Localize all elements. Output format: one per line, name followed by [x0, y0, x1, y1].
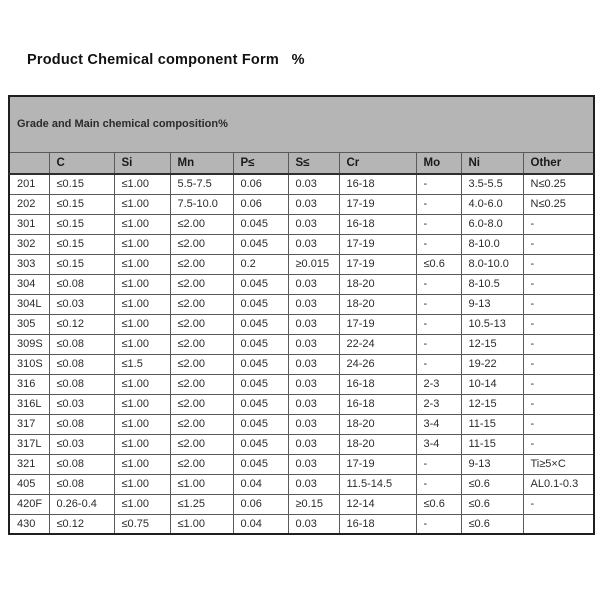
column-header: Cr: [339, 152, 416, 174]
value-cell: 12-15: [461, 334, 523, 354]
value-cell: 0.045: [233, 234, 288, 254]
table-row: [9, 354, 594, 374]
value-cell: ≤2.00: [170, 314, 233, 334]
value-cell: -: [416, 274, 461, 294]
value-cell: ≤1.00: [114, 254, 170, 274]
value-cell: N≤0.25: [523, 174, 594, 194]
value-cell: 0.045: [233, 354, 288, 374]
grade-cell: 201: [9, 174, 49, 194]
value-cell: ≤0.15: [49, 254, 114, 274]
value-cell: ≤0.08: [49, 374, 114, 394]
grade-cell: 310S: [9, 354, 49, 374]
table-row: [9, 234, 594, 254]
value-cell: 0.045: [233, 434, 288, 454]
column-header: C: [49, 152, 114, 174]
value-cell: 0.04: [233, 474, 288, 494]
value-cell: -: [416, 334, 461, 354]
value-cell: [523, 514, 594, 534]
value-cell: ≤0.08: [49, 474, 114, 494]
value-cell: -: [416, 174, 461, 194]
value-cell: 3.5-5.5: [461, 174, 523, 194]
table-row: [9, 194, 594, 214]
value-cell: ≤1.00: [114, 454, 170, 474]
value-cell: 0.045: [233, 334, 288, 354]
value-cell: 18-20: [339, 434, 416, 454]
value-cell: -: [416, 234, 461, 254]
value-cell: 0.03: [288, 314, 339, 334]
grade-cell: 309S: [9, 334, 49, 354]
grade-cell: 301: [9, 214, 49, 234]
value-cell: 3-4: [416, 414, 461, 434]
value-cell: ≤2.00: [170, 354, 233, 374]
value-cell: 0.045: [233, 414, 288, 434]
value-cell: 11-15: [461, 434, 523, 454]
value-cell: 0.03: [288, 414, 339, 434]
table-row: [9, 174, 594, 194]
value-cell: 0.03: [288, 274, 339, 294]
grade-cell: 420F: [9, 494, 49, 514]
value-cell: 11-15: [461, 414, 523, 434]
value-cell: ≤0.08: [49, 414, 114, 434]
column-header: S≤: [288, 152, 339, 174]
value-cell: 17-19: [339, 454, 416, 474]
value-cell: ≤0.15: [49, 194, 114, 214]
value-cell: 18-20: [339, 414, 416, 434]
value-cell: ≤0.03: [49, 394, 114, 414]
value-cell: 0.06: [233, 494, 288, 514]
table-row: [9, 334, 594, 354]
value-cell: 3-4: [416, 434, 461, 454]
value-cell: -: [523, 214, 594, 234]
value-cell: 17-19: [339, 234, 416, 254]
table-row: [9, 474, 594, 494]
value-cell: ≤2.00: [170, 234, 233, 254]
value-cell: 0.03: [288, 334, 339, 354]
grade-cell: 316: [9, 374, 49, 394]
table-row: [9, 514, 594, 534]
merged-header-row: [9, 96, 594, 152]
value-cell: ≤1.00: [114, 274, 170, 294]
value-cell: 8.0-10.0: [461, 254, 523, 274]
table-row: [9, 294, 594, 314]
value-cell: ≤1.00: [114, 174, 170, 194]
value-cell: 17-19: [339, 194, 416, 214]
value-cell: 11.5-14.5: [339, 474, 416, 494]
value-cell: 16-18: [339, 374, 416, 394]
value-cell: ≤1.00: [114, 334, 170, 354]
value-cell: 16-18: [339, 214, 416, 234]
value-cell: 12-15: [461, 394, 523, 414]
value-cell: ≤0.6: [461, 494, 523, 514]
value-cell: 5.5-7.5: [170, 174, 233, 194]
value-cell: 0.045: [233, 394, 288, 414]
value-cell: -: [523, 294, 594, 314]
value-cell: ≤1.00: [114, 234, 170, 254]
value-cell: 0.03: [288, 434, 339, 454]
column-header: Ni: [461, 152, 523, 174]
value-cell: ≤0.08: [49, 454, 114, 474]
grade-cell: 317L: [9, 434, 49, 454]
value-cell: -: [523, 434, 594, 454]
grade-cell: 405: [9, 474, 49, 494]
table-row: [9, 214, 594, 234]
table-row: [9, 454, 594, 474]
value-cell: 0.045: [233, 214, 288, 234]
column-header: P≤: [233, 152, 288, 174]
value-cell: ≤1.25: [170, 494, 233, 514]
value-cell: 17-19: [339, 254, 416, 274]
composition-table: [8, 95, 595, 535]
value-cell: ≤2.00: [170, 434, 233, 454]
value-cell: ≤0.08: [49, 274, 114, 294]
value-cell: -: [416, 514, 461, 534]
value-cell: 0.03: [288, 294, 339, 314]
value-cell: -: [523, 374, 594, 394]
value-cell: 0.03: [288, 454, 339, 474]
value-cell: ≤2.00: [170, 374, 233, 394]
value-cell: 0.06: [233, 194, 288, 214]
value-cell: -: [416, 314, 461, 334]
grade-cell: 304: [9, 274, 49, 294]
value-cell: ≤2.00: [170, 414, 233, 434]
value-cell: 0.045: [233, 294, 288, 314]
value-cell: ≤2.00: [170, 394, 233, 414]
value-cell: ≤0.08: [49, 334, 114, 354]
value-cell: -: [416, 454, 461, 474]
value-cell: 10.5-13: [461, 314, 523, 334]
table-row: [9, 274, 594, 294]
value-cell: ≤2.00: [170, 454, 233, 474]
value-cell: 0.04: [233, 514, 288, 534]
value-cell: 0.03: [288, 354, 339, 374]
value-cell: -: [416, 214, 461, 234]
value-cell: ≤0.6: [461, 514, 523, 534]
value-cell: ≤2.00: [170, 274, 233, 294]
value-cell: ≤0.03: [49, 434, 114, 454]
value-cell: 9-13: [461, 294, 523, 314]
value-cell: -: [523, 254, 594, 274]
value-cell: -: [416, 194, 461, 214]
value-cell: -: [416, 354, 461, 374]
value-cell: ≤1.00: [114, 494, 170, 514]
value-cell: 0.045: [233, 454, 288, 474]
value-cell: ≤0.6: [461, 474, 523, 494]
value-cell: ≤1.00: [114, 294, 170, 314]
grade-cell: 305: [9, 314, 49, 334]
value-cell: -: [523, 334, 594, 354]
table-row: [9, 254, 594, 274]
value-cell: ≤1.00: [114, 414, 170, 434]
value-cell: 0.26-0.4: [49, 494, 114, 514]
value-cell: 0.045: [233, 374, 288, 394]
grade-cell: 202: [9, 194, 49, 214]
value-cell: ≤1.5: [114, 354, 170, 374]
merged-header-cell: Grade and Main chemical composition%: [9, 96, 594, 152]
value-cell: 19-22: [461, 354, 523, 374]
table-row: [9, 494, 594, 514]
value-cell: ≤1.00: [170, 514, 233, 534]
value-cell: 18-20: [339, 274, 416, 294]
value-cell: 2-3: [416, 394, 461, 414]
column-header: Mo: [416, 152, 461, 174]
table-row: [9, 374, 594, 394]
value-cell: AL0.1-0.3: [523, 474, 594, 494]
value-cell: -: [416, 474, 461, 494]
value-cell: 0.03: [288, 174, 339, 194]
table-row: [9, 394, 594, 414]
column-header: Si: [114, 152, 170, 174]
grade-cell: 302: [9, 234, 49, 254]
table-row: [9, 414, 594, 434]
column-header: Mn: [170, 152, 233, 174]
value-cell: 10-14: [461, 374, 523, 394]
table-row: [9, 314, 594, 334]
value-cell: 0.045: [233, 274, 288, 294]
value-cell: ≤0.03: [49, 294, 114, 314]
grade-cell: 303: [9, 254, 49, 274]
grade-cell: 317: [9, 414, 49, 434]
value-cell: 16-18: [339, 514, 416, 534]
grade-cell: 321: [9, 454, 49, 474]
value-cell: ≥0.015: [288, 254, 339, 274]
value-cell: 0.03: [288, 234, 339, 254]
value-cell: 6.0-8.0: [461, 214, 523, 234]
value-cell: ≤0.12: [49, 514, 114, 534]
value-cell: ≤2.00: [170, 334, 233, 354]
grade-column-header: [9, 152, 49, 174]
value-cell: 8-10.5: [461, 274, 523, 294]
value-cell: 16-18: [339, 394, 416, 414]
value-cell: 4.0-6.0: [461, 194, 523, 214]
value-cell: 9-13: [461, 454, 523, 474]
value-cell: 7.5-10.0: [170, 194, 233, 214]
value-cell: 18-20: [339, 294, 416, 314]
value-cell: -: [523, 414, 594, 434]
value-cell: Ti≥5×C: [523, 454, 594, 474]
table-body: [9, 174, 594, 534]
value-cell: N≤0.25: [523, 194, 594, 214]
value-cell: ≤0.6: [416, 254, 461, 274]
value-cell: ≤0.15: [49, 234, 114, 254]
value-cell: ≥0.15: [288, 494, 339, 514]
value-cell: -: [523, 394, 594, 414]
grade-cell: 430: [9, 514, 49, 534]
table-row: [9, 434, 594, 454]
value-cell: ≤0.15: [49, 174, 114, 194]
grade-cell: 304L: [9, 294, 49, 314]
value-cell: ≤1.00: [114, 214, 170, 234]
value-cell: ≤1.00: [114, 314, 170, 334]
column-header: Other: [523, 152, 594, 174]
value-cell: 22-24: [339, 334, 416, 354]
value-cell: 16-18: [339, 174, 416, 194]
value-cell: ≤0.08: [49, 354, 114, 374]
value-cell: 0.03: [288, 474, 339, 494]
value-cell: ≤1.00: [114, 374, 170, 394]
value-cell: ≤1.00: [114, 434, 170, 454]
value-cell: 12-14: [339, 494, 416, 514]
value-cell: ≤2.00: [170, 254, 233, 274]
grade-cell: 316L: [9, 394, 49, 414]
column-header-row: [9, 152, 594, 174]
value-cell: ≤1.00: [114, 394, 170, 414]
value-cell: -: [523, 314, 594, 334]
value-cell: ≤1.00: [114, 194, 170, 214]
value-cell: ≤1.00: [114, 474, 170, 494]
value-cell: ≤0.12: [49, 314, 114, 334]
value-cell: ≤2.00: [170, 214, 233, 234]
value-cell: 8-10.0: [461, 234, 523, 254]
value-cell: -: [523, 354, 594, 374]
value-cell: 0.045: [233, 314, 288, 334]
value-cell: ≤1.00: [170, 474, 233, 494]
value-cell: -: [523, 274, 594, 294]
value-cell: ≤0.6: [416, 494, 461, 514]
value-cell: 17-19: [339, 314, 416, 334]
value-cell: 0.2: [233, 254, 288, 274]
table-container: [8, 95, 595, 535]
value-cell: ≤2.00: [170, 294, 233, 314]
value-cell: 0.06: [233, 174, 288, 194]
value-cell: 0.03: [288, 194, 339, 214]
value-cell: 0.03: [288, 214, 339, 234]
value-cell: 2-3: [416, 374, 461, 394]
value-cell: 0.03: [288, 374, 339, 394]
value-cell: 0.03: [288, 394, 339, 414]
value-cell: ≤0.75: [114, 514, 170, 534]
value-cell: -: [523, 234, 594, 254]
value-cell: ≤0.15: [49, 214, 114, 234]
value-cell: -: [416, 294, 461, 314]
page-title: Product Chemical component Form %: [27, 52, 305, 68]
value-cell: -: [523, 494, 594, 514]
value-cell: 0.03: [288, 514, 339, 534]
value-cell: 24-26: [339, 354, 416, 374]
